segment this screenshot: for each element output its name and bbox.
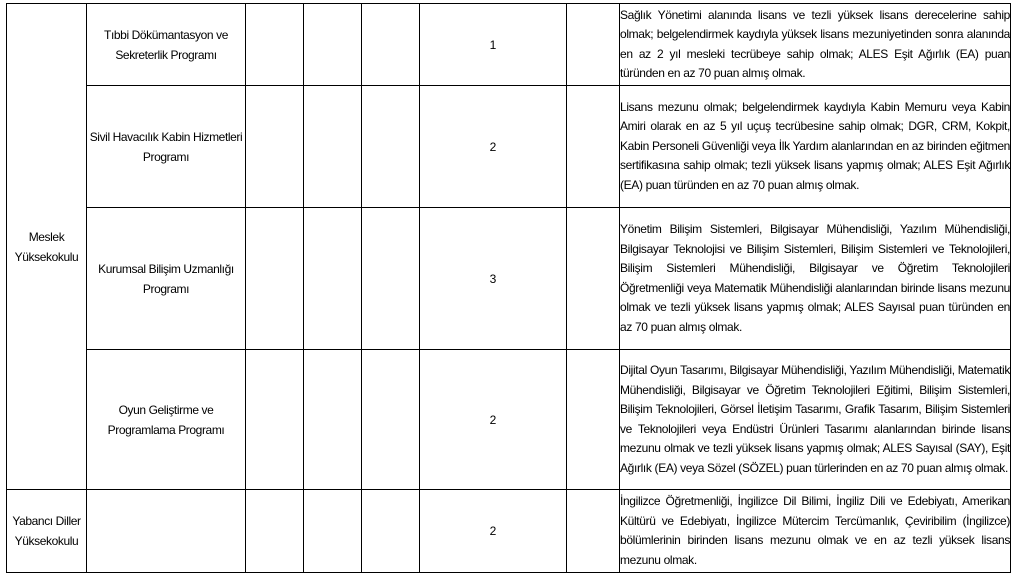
requirement-cell (620, 208, 1011, 350)
empty-cell (567, 208, 620, 350)
unit-cell (7, 4, 87, 490)
academic-staff-announcement-table (6, 3, 1011, 573)
table-row (7, 208, 1011, 350)
empty-cell (362, 4, 420, 86)
empty-cell (246, 490, 304, 573)
empty-cell (246, 86, 304, 208)
program-cell (87, 86, 246, 208)
requirement-text: Lisans mezunu olmak; belgelendirmek kaydıyla Kabin Memuru veya Kabin Amiri olarak en az 5 yıl uçuş tecrübesine sahip olmak; DGR, CRM, Kokpit, Kabin Personeli Güvenliği veya İlk Yardım alanlarından en az birinden eğitmen sertifikasına sahip olmak; tezli yüksek lisans yapmış olmak; ALES Eşit Ağırlık (EA) puan türünden en az 70 puan almış olmak. (620, 99, 1010, 192)
requirement-text: İngilizce Öğretmenliği, İngilizce Dil Bilimi, İngiliz Dili ve Edebiyatı, Amerikan Kültürü ve Edebiyatı, İngilizce Mütercim Tercümanlık, Çeviribilim (İngilizce) bölümlerinin birinden lisans mezunu olmak ve en az tezli yüksek lisans mezunu olmak. (620, 494, 1010, 567)
program-label: Tıbbi Dökümantasyon ve Sekreterlik Programı (104, 27, 228, 62)
requirement-cell (620, 490, 1011, 573)
quota-cell: 2 (420, 490, 567, 573)
requirement-text: Sağlık Yönetimi alanında lisans ve tezli yüksek lisans derecelerine sahip olmak; belgelendirmek kaydıyla yüksek lisans mezuniyetinden sonra alanında en az 2 yıl mesleki tecrübeye sahip olmak; ALES Eşit Ağırlık (EA) puan türünden en az 70 puan almış olmak. (620, 7, 1010, 80)
program-cell (87, 350, 246, 490)
requirement-cell (620, 86, 1011, 208)
program-label: Oyun Geliştirme ve Programlama Programı (107, 402, 225, 437)
empty-cell (304, 208, 362, 350)
empty-cell (246, 350, 304, 490)
empty-cell (567, 490, 620, 573)
requirement-text: Dijital Oyun Tasarımı, Bilgisayar Mühendisliği, Yazılım Mühendisliği, Matematik Mühendisliği, Bilgisayar ve Öğretim Teknolojileri Eğitimi, Bilişim Sistemleri, Bilişim Teknolojileri, Görsel İletişim Tasarımı, Grafik Tasarım, Bilişim Sistemleri ve Teknolojileri veya Endüstri Ürünleri Tasarımı alanlarından birinde lisans mezunu olmak ve tezli yüksek lisans yapmış olmak; ALES Sayısal (SAY), Eşit Ağırlık (EA) veya Sözel (SÖZEL) puan türlerinden en az 70 puan almış olmak. (620, 363, 1010, 475)
table-row (7, 4, 1011, 86)
empty-cell (304, 4, 362, 86)
unit-label: Yabancı Diller Yüksekokulu (12, 514, 81, 548)
quota-cell: 3 (420, 208, 567, 350)
program-label: Kurumsal Bilişim Uzmanlığı Programı (98, 261, 234, 296)
requirement-text: Yönetim Bilişim Sistemleri, Bilgisayar Mühendisliği, Yazılım Mühendisliği, Bilgisayar Teknolojisi ve Bilişim Sistemleri, Bilişim Sistemleri ve Teknolojileri, Bilişim Sistemleri Mühendisliği, Bilgisayar ve Öğretim Teknolojileri Öğretmenliği veya Matematik Mühendisliği alanlarından birinde lisans mezunu olmak ve tezli yüksek lisans yapmış olmak; ALES Sayısal puan türünden en az 70 puan almış olmak. (620, 222, 1010, 334)
unit-label: Meslek Yüksekokulu (14, 229, 79, 264)
empty-cell (362, 350, 420, 490)
empty-cell (304, 490, 362, 573)
table-row (7, 86, 1011, 208)
quota-cell: 2 (420, 350, 567, 490)
program-label: Sivil Havacılık Kabin Hizmetleri Programı (89, 129, 243, 164)
empty-cell (362, 208, 420, 350)
program-cell (87, 4, 246, 86)
empty-cell (362, 490, 420, 573)
empty-cell (246, 208, 304, 350)
empty-cell (567, 86, 620, 208)
empty-cell (246, 4, 304, 86)
quota-cell: 1 (420, 4, 567, 86)
quota-cell: 2 (420, 86, 567, 208)
empty-cell (304, 86, 362, 208)
program-cell (87, 490, 246, 573)
empty-cell (304, 350, 362, 490)
unit-cell (7, 490, 87, 573)
requirement-cell (620, 350, 1011, 490)
requirement-cell (620, 4, 1011, 86)
empty-cell (567, 350, 620, 490)
table-row (7, 490, 1011, 573)
program-cell (87, 208, 246, 350)
table-row (7, 350, 1011, 490)
empty-cell (362, 86, 420, 208)
empty-cell (567, 4, 620, 86)
